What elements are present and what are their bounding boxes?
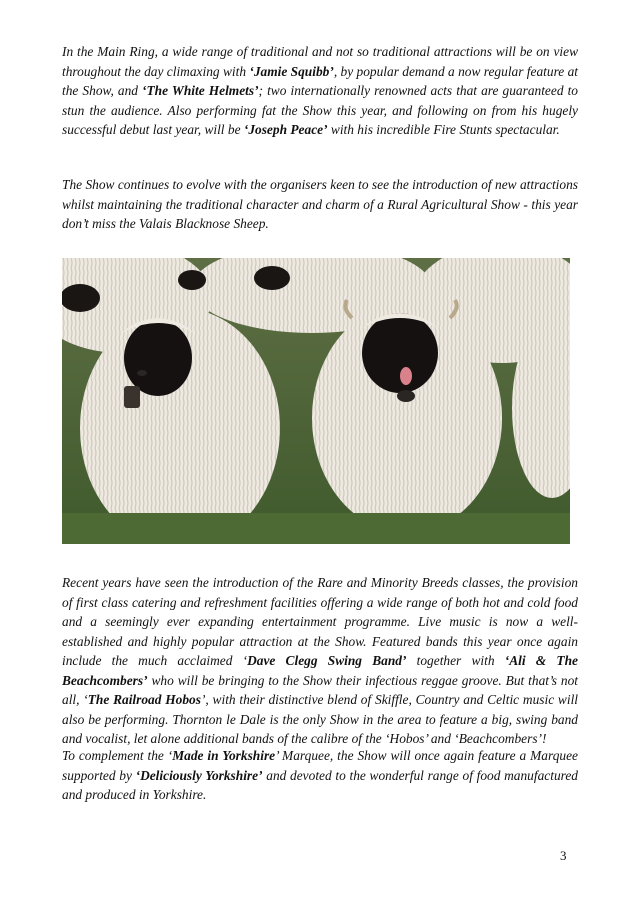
band-railroad-hobos: The Railroad Hobos (87, 692, 201, 707)
paragraph-recent-years: Recent years have seen the introduction of the Rare and Minority Breeds classes, the provision of first class catering and refreshment facilities offering a wide range of both hot and cold food and a seemingly ever expanding entertainment programme. Live music is now a well-established and highly popular attraction at the Show. Featured bands this year once again include the much acclaimed ‘Dave Clegg Swing Band’ together with ‘Ali & The Beachcombers’ who will be bringing to the Show their infectious reggae groove. But that’s not all, ‘The Railroad Hobos’, with their distinctive blend of Skiffle, Country and Celtic music will also be performing. Thornton le Dale is the only Show in the area to feature a big, swing band and vocalist, let alone additional bands of the calibre of the ‘Hobos’ and ‘Beachcombers’! (62, 575, 579, 746)
band-ali-beachcombers: ‘Ali & The Beachcombers’ (62, 653, 578, 688)
act-white-helmets: ‘The White Helmets’ (142, 83, 259, 98)
paragraph-show-evolves: The Show continues to evolve with the organisers keen to see the introduction of new attractions whilst maintaining the traditional character and charm of a Rural Agricultural Show - this year don’t miss the Valais Blacknose Sheep. (62, 177, 578, 231)
marquee-made-in-yorkshire: Made in Yorkshire (172, 748, 276, 763)
paragraph-marquee: To complement the ‘Made in Yorkshire’ Marquee, the Show will once again feature a Marquee supported by ‘Deliciously Yorkshire’ and devoted to the wonderful range of food manufactured and produced in Yorkshire. (62, 748, 579, 802)
marquee-deliciously-yorkshire: ‘Deliciously Yorkshire’ (135, 767, 263, 783)
paragraph-main-ring: In the Main Ring, a wide range of traditional and not so traditional attractions will be on view throughout the day climaxing with ‘Jamie Squibb’, by popular demand a now regular feature at the Show, and ‘The White Helmets’; two internationally renowned acts that are guaranteed to stun the audience. Also performing fat the Show this year, and following on from his hugely successful debut last year, will be ‘Joseph Peace’ with his incredible Fire Stunts spectacular. (62, 44, 579, 137)
sheep-photo (62, 258, 570, 544)
act-jamie-squibb: ‘Jamie Squibb’ (249, 63, 334, 79)
act-joseph-peace: ‘Joseph Peace’ (243, 122, 328, 137)
band-dave-clegg: Dave Clegg Swing Band’ (247, 653, 407, 668)
page-number: 3 (560, 848, 567, 863)
